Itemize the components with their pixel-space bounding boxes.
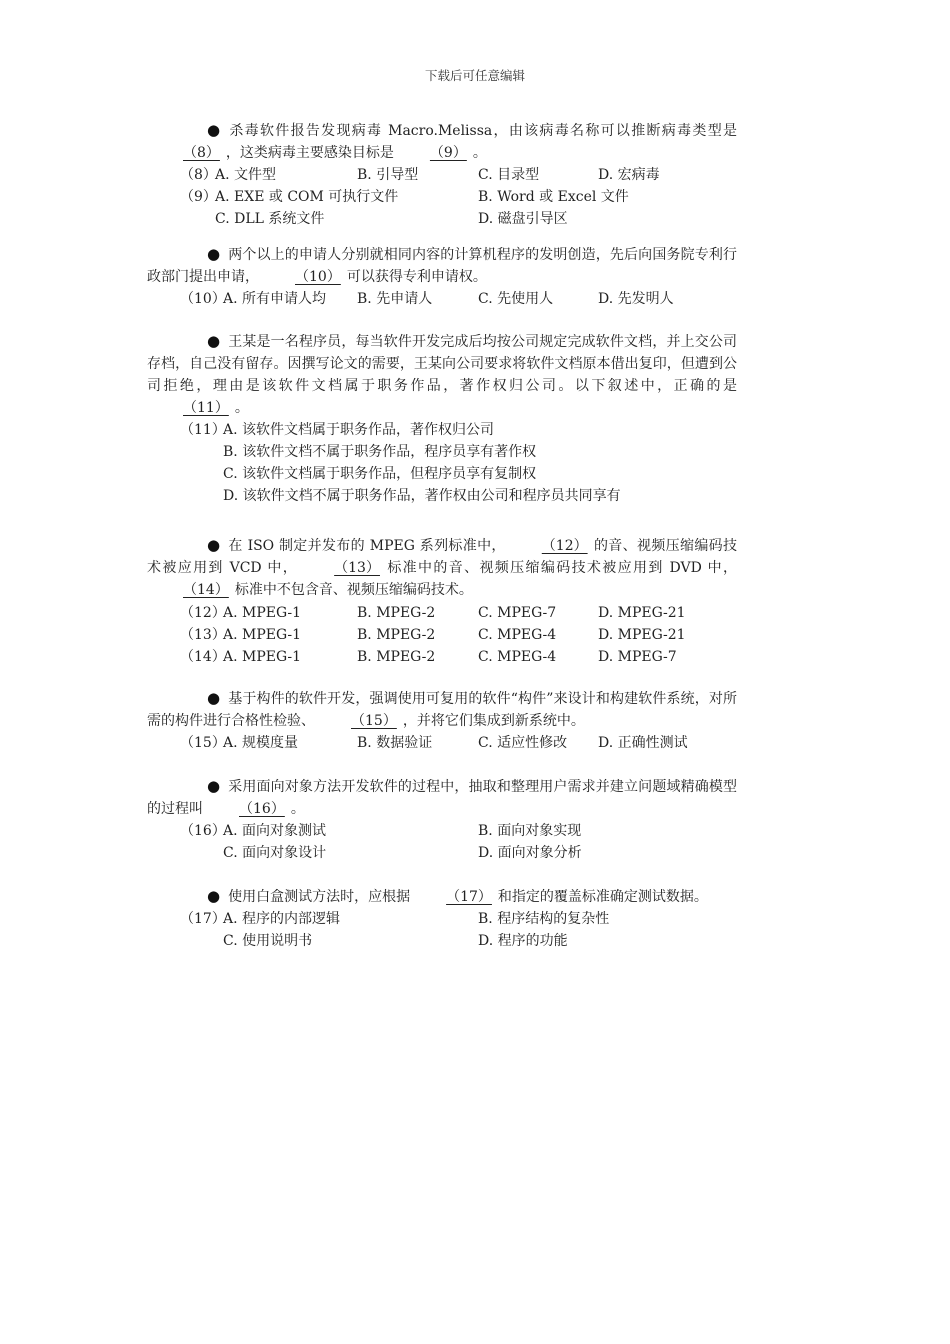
option-row <box>147 208 737 230</box>
question-10 <box>147 243 737 310</box>
answer-blank[interactable]: （8） <box>183 145 220 161</box>
option-a[interactable]: A. MPEG-1 <box>223 605 302 621</box>
option-c[interactable]: C. 该软件文档属于职务作品，但程序员享有复制权 <box>223 466 537 482</box>
option-b[interactable]: B. 程序结构的复杂性 <box>478 911 610 927</box>
page-header: 下载后可任意编辑 <box>424 68 525 83</box>
question-stem: ● 杀毒软件报告发现病毒 Macro.Melissa，由该病毒名称可以推断病毒类型是（8） ，这类病毒主要感染目标是 （9） 。 <box>147 119 737 164</box>
option-d[interactable]: D. 先发明人 <box>598 291 674 307</box>
option-row <box>147 646 737 668</box>
option-d[interactable]: D. 该软件文档不属于职务作品，著作权由公司和程序员共同享有 <box>223 488 621 504</box>
option-row <box>147 842 737 864</box>
bullet-icon: ● <box>207 332 221 350</box>
answer-blank[interactable]: （13） <box>334 560 380 576</box>
option-c[interactable]: C. MPEG-4 <box>478 627 557 643</box>
option-c[interactable]: C. DLL 系统文件 <box>215 211 325 227</box>
option-c[interactable]: C. 目录型 <box>478 167 540 183</box>
question-8-9 <box>147 119 737 230</box>
question-number: （17） <box>180 911 226 927</box>
option-a[interactable]: A. 所有申请人均 <box>223 291 327 307</box>
option-row <box>147 463 737 485</box>
option-b[interactable]: B. 引导型 <box>357 167 419 183</box>
option-row <box>147 602 737 624</box>
option-b[interactable]: B. 面向对象实现 <box>478 823 582 839</box>
option-row <box>147 732 737 754</box>
option-a[interactable]: A. 面向对象测试 <box>223 823 327 839</box>
bullet-icon: ● <box>207 536 221 554</box>
question-stem: ● 基于构件的软件开发，强调使用可复用的软件“构件”来设计和构建软件系统，对所需的构件进行合格性检验、 （15） ，并将它们集成到新系统中。 <box>147 687 737 732</box>
option-d[interactable]: D. MPEG-21 <box>598 605 686 621</box>
answer-blank[interactable]: （10） <box>295 269 341 285</box>
answer-blank[interactable]: （15） <box>351 713 397 729</box>
option-c[interactable]: C. 先使用人 <box>478 291 554 307</box>
option-a[interactable]: A. 该软件文档属于职务作品，著作权归公司 <box>223 422 495 438</box>
question-number: （8） <box>180 167 217 183</box>
bullet-icon: ● <box>207 689 221 707</box>
option-a[interactable]: A. MPEG-1 <box>223 627 302 643</box>
option-row <box>147 908 737 930</box>
option-d[interactable]: D. 宏病毒 <box>598 167 660 183</box>
option-row <box>147 419 737 441</box>
answer-blank[interactable]: （14） <box>183 582 229 598</box>
option-d[interactable]: D. MPEG-7 <box>598 649 677 665</box>
question-11 <box>147 330 737 507</box>
question-number: （10） <box>180 291 226 307</box>
option-row <box>147 441 737 463</box>
option-b[interactable]: B. Word 或 Excel 文件 <box>478 189 629 205</box>
question-number: （9） <box>180 189 217 205</box>
option-d[interactable]: D. 磁盘引导区 <box>478 211 568 227</box>
option-d[interactable]: D. MPEG-21 <box>598 627 686 643</box>
question-stem: ● 采用面向对象方法开发软件的过程中，抽取和整理用户需求并建立问题域精确模型的过程叫 （16） 。 <box>147 775 737 820</box>
option-b[interactable]: B. 先申请人 <box>357 291 433 307</box>
option-c[interactable]: C. 面向对象设计 <box>223 845 327 861</box>
option-row <box>147 485 737 507</box>
question-number: （12） <box>180 605 226 621</box>
option-b[interactable]: B. 该软件文档不属于职务作品，程序员享有著作权 <box>223 444 537 460</box>
question-16 <box>147 775 737 864</box>
option-b[interactable]: B. 数据验证 <box>357 735 433 751</box>
option-a[interactable]: A. 文件型 <box>215 167 277 183</box>
option-d[interactable]: D. 程序的功能 <box>478 933 568 949</box>
option-c[interactable]: C. 适应性修改 <box>478 735 568 751</box>
bullet-icon: ● <box>207 245 221 263</box>
question-stem: ● 两个以上的申请人分别就相同内容的计算机程序的发明创造，先后向国务院专利行政部门提出申请， （10） 可以获得专利申请权。 <box>147 243 737 288</box>
answer-blank[interactable]: （17） <box>446 889 492 905</box>
option-row <box>147 164 737 186</box>
question-stem: ● 使用白盒测试方法时，应根据 （17） 和指定的覆盖标准确定测试数据。 <box>147 885 737 908</box>
bullet-icon: ● <box>207 777 221 795</box>
option-b[interactable]: B. MPEG-2 <box>357 627 436 643</box>
option-row <box>147 186 737 208</box>
option-a[interactable]: A. 程序的内部逻辑 <box>223 911 341 927</box>
option-row <box>147 288 737 310</box>
question-stem: ● 在 ISO 制定并发布的 MPEG 系列标准中， （12） 的音、视频压缩编码技术被应用到 VCD 中， （13） 标准中的音、视频压缩编码技术被应用到 DVD 中，（14） 标准中不包含音、视频压缩编码技术。 <box>147 534 737 601</box>
question-15 <box>147 687 737 754</box>
question-number: （13） <box>180 627 226 643</box>
option-b[interactable]: B. MPEG-2 <box>357 605 436 621</box>
option-row <box>147 624 737 646</box>
option-d[interactable]: D. 面向对象分析 <box>478 845 582 861</box>
question-12-14 <box>147 534 737 668</box>
question-number: （15） <box>180 735 226 751</box>
question-17 <box>147 885 737 952</box>
option-d[interactable]: D. 正确性测试 <box>598 735 688 751</box>
option-a[interactable]: A. 规模度量 <box>223 735 299 751</box>
option-c[interactable]: C. 使用说明书 <box>223 933 313 949</box>
bullet-icon: ● <box>207 121 221 139</box>
option-c[interactable]: C. MPEG-4 <box>478 649 557 665</box>
question-number: （16） <box>180 823 226 839</box>
answer-blank[interactable]: （9） <box>429 145 467 161</box>
option-row <box>147 820 737 842</box>
question-number: （14） <box>180 649 226 665</box>
answer-blank[interactable]: （16） <box>239 801 285 817</box>
bullet-icon: ● <box>207 887 221 905</box>
option-a[interactable]: A. EXE 或 COM 可执行文件 <box>215 189 399 205</box>
option-c[interactable]: C. MPEG-7 <box>478 605 557 621</box>
answer-blank[interactable]: （12） <box>541 538 588 554</box>
question-stem: ● 王某是一名程序员，每当软件开发完成后均按公司规定完成软件文档，并上交公司存档，自己没有留存。因撰写论文的需要，王某向公司要求将软件文档原本借出复印，但遭到公司拒绝，理由是该软件文档属于职务作品，著作权归公司。以下叙述中，正确的是（11） 。 <box>147 330 737 419</box>
option-row <box>147 930 737 952</box>
answer-blank[interactable]: （11） <box>183 400 229 416</box>
option-a[interactable]: A. MPEG-1 <box>223 649 302 665</box>
question-number: （11） <box>180 422 226 438</box>
option-b[interactable]: B. MPEG-2 <box>357 649 436 665</box>
